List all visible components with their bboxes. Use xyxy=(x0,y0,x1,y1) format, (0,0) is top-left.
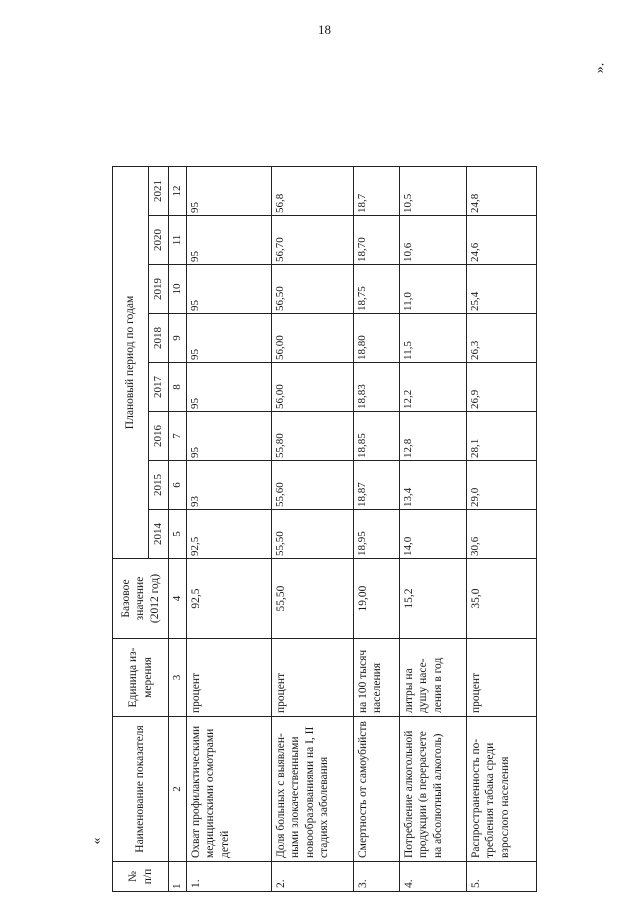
row-value: 24,6 xyxy=(467,216,537,265)
row-value: 56,8 xyxy=(272,166,354,215)
row-value: 18,87 xyxy=(354,461,400,510)
row-base: 15,2 xyxy=(400,559,467,639)
header-year: 2020 xyxy=(149,216,169,265)
column-number: 2 xyxy=(169,717,187,862)
column-number: 8 xyxy=(169,363,187,412)
row-value: 26,3 xyxy=(467,314,537,363)
row-value: 95 xyxy=(187,216,272,265)
row-value: 11,0 xyxy=(400,265,467,314)
row-value: 14,0 xyxy=(400,510,467,559)
header-year: 2014 xyxy=(149,510,169,559)
row-no: 4. xyxy=(400,862,467,892)
row-unit: процент xyxy=(272,639,354,717)
row-base: 19,00 xyxy=(354,559,400,639)
table-row xyxy=(272,166,354,891)
row-unit: на 100 тысяч населения xyxy=(354,639,400,717)
column-number: 6 xyxy=(169,461,187,510)
row-unit: процент xyxy=(467,639,537,717)
row-value: 55,50 xyxy=(272,510,354,559)
header-name: Наименование показателя xyxy=(113,717,169,862)
header-year: 2019 xyxy=(149,265,169,314)
row-value: 10,5 xyxy=(400,166,467,215)
column-number: 1 xyxy=(169,862,187,892)
column-number: 10 xyxy=(169,265,187,314)
row-no: 1. xyxy=(187,862,272,892)
row-value: 92,5 xyxy=(187,510,272,559)
row-base: 92,5 xyxy=(187,559,272,639)
table-row xyxy=(467,166,537,891)
row-value: 24,8 xyxy=(467,166,537,215)
header-unit: Единица из- мерения xyxy=(113,639,169,717)
column-number: 9 xyxy=(169,314,187,363)
header-year: 2017 xyxy=(149,363,169,412)
row-name: Распространенность по- требления табака среди взрослого населения xyxy=(467,717,537,862)
row-value: 95 xyxy=(187,265,272,314)
column-number: 5 xyxy=(169,510,187,559)
row-value: 11,5 xyxy=(400,314,467,363)
row-name: Доля больных с выявлен- ными злокачественными новообразованиями на I, II стадиях заболевания xyxy=(272,717,354,862)
row-value: 29,0 xyxy=(467,461,537,510)
row-value: 18,75 xyxy=(354,265,400,314)
header-year: 2016 xyxy=(149,412,169,461)
row-value: 95 xyxy=(187,166,272,215)
row-value: 93 xyxy=(187,461,272,510)
header-base: Базовое значение (2012 год) xyxy=(113,559,169,639)
column-number: 12 xyxy=(169,166,187,215)
row-no: 2. xyxy=(272,862,354,892)
header-planned: Плановый период по годам xyxy=(113,166,149,558)
row-value: 95 xyxy=(187,412,272,461)
row-name: Смертность от самоубийств xyxy=(354,717,400,862)
row-base: 55,50 xyxy=(272,559,354,639)
column-number: 7 xyxy=(169,412,187,461)
row-value: 12,2 xyxy=(400,363,467,412)
header-year: 2015 xyxy=(149,461,169,510)
row-value: 56,00 xyxy=(272,363,354,412)
column-number: 11 xyxy=(169,216,187,265)
row-value: 55,60 xyxy=(272,461,354,510)
header-no: № п/п xyxy=(113,862,169,892)
header-year: 2021 xyxy=(149,166,169,215)
row-value: 26,9 xyxy=(467,363,537,412)
opening-quote: « xyxy=(89,837,105,845)
row-value: 12,8 xyxy=(400,412,467,461)
row-unit: процент xyxy=(187,639,272,717)
table-row xyxy=(354,166,400,891)
row-value: 95 xyxy=(187,314,272,363)
row-value: 28,1 xyxy=(467,412,537,461)
row-value: 18,85 xyxy=(354,412,400,461)
page-number: 18 xyxy=(318,22,331,37)
row-value: 18,83 xyxy=(354,363,400,412)
rotated-table-container xyxy=(112,167,537,892)
closing-quote: ». xyxy=(592,62,608,74)
row-base: 35,0 xyxy=(467,559,537,639)
row-value: 13,4 xyxy=(400,461,467,510)
row-name: Потребление алкогольной продукции (в перерасчете на абсолютный алкоголь) xyxy=(400,717,467,862)
row-value: 18,95 xyxy=(354,510,400,559)
row-value: 25,4 xyxy=(467,265,537,314)
indicators-table xyxy=(112,166,537,892)
row-value: 56,70 xyxy=(272,216,354,265)
row-value: 95 xyxy=(187,363,272,412)
table-row xyxy=(187,166,272,891)
table-row xyxy=(400,166,467,891)
row-value: 55,80 xyxy=(272,412,354,461)
row-value: 18,7 xyxy=(354,166,400,215)
row-value: 18,70 xyxy=(354,216,400,265)
row-no: 3. xyxy=(354,862,400,892)
row-value: 10,6 xyxy=(400,216,467,265)
header-year: 2018 xyxy=(149,314,169,363)
row-value: 30,6 xyxy=(467,510,537,559)
row-unit: литры на душу насе- ления в год xyxy=(400,639,467,717)
row-no: 5. xyxy=(467,862,537,892)
row-value: 56,50 xyxy=(272,265,354,314)
column-number: 3 xyxy=(169,639,187,717)
column-number: 4 xyxy=(169,559,187,639)
row-name: Охват профилактическими медицинскими осмотрами детей xyxy=(187,717,272,862)
row-value: 18,80 xyxy=(354,314,400,363)
row-value: 56,00 xyxy=(272,314,354,363)
